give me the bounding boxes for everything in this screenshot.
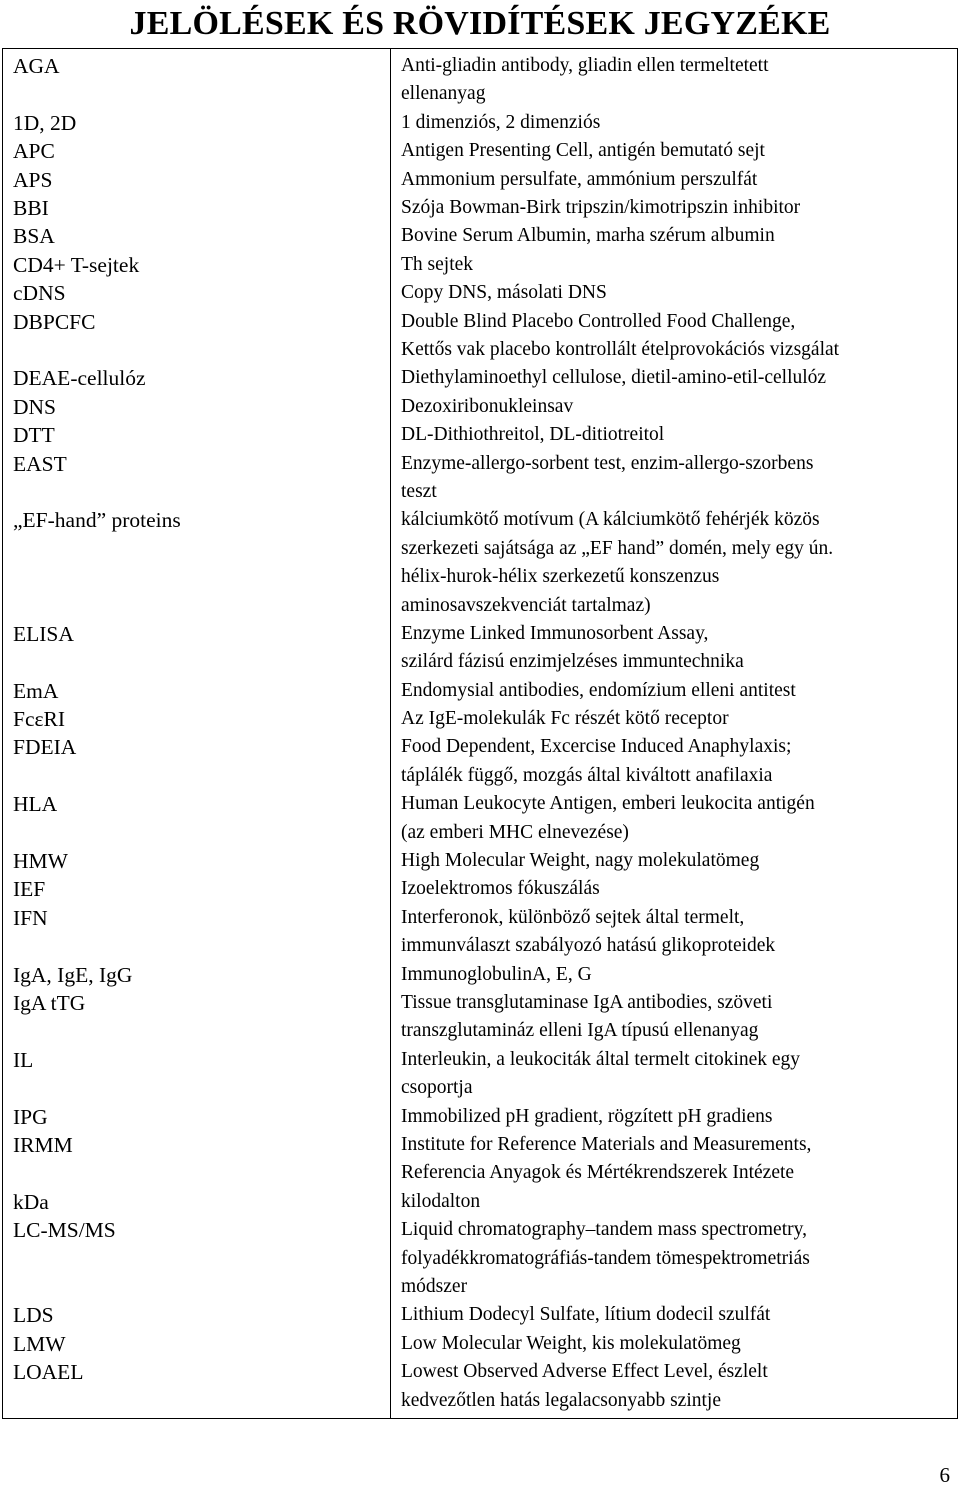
abbreviation-definition: Diethylaminoethyl cellulose, dietil-amino-etil-cellulóz bbox=[401, 367, 827, 389]
abbreviation-definition: Lowest Observed Adverse Effect Level, észlelt kedvezőtlen hatás legalacsonyabb szintje bbox=[401, 1361, 768, 1411]
abbreviation-definition: High Molecular Weight, nagy molekulatömeg bbox=[401, 850, 760, 872]
abbreviation-definition: Izoelektromos fókuszálás bbox=[401, 878, 600, 900]
abbreviation-definition: kálciumkötő motívum (A kálciumkötő fehérjék közös szerkezeti sajátsága az „EF hand” domén, mely egy ún. hélix-hurok-hélix szerkezetű konszenzus aminosavszekvenciát tartalmaz) bbox=[401, 509, 834, 616]
abbreviation-definition: Food Dependent, Excercise Induced Anaphylaxis; táplálék függő, mozgás által kiváltott anafilaxia bbox=[401, 736, 792, 786]
abbreviation-term: EmA bbox=[13, 678, 59, 703]
abbreviation-term: FcεRI bbox=[13, 707, 66, 732]
abbreviation-definition: Anti-gliadin antibody, gliadin ellen termeltetett ellenanyag bbox=[401, 55, 769, 105]
abbreviations-row bbox=[3, 49, 958, 1419]
abbreviation-term: LOAEL bbox=[13, 1360, 84, 1385]
abbreviation-definition: Antigen Presenting Cell, antigén bemutató sejt bbox=[401, 140, 765, 162]
abbreviation-term: HLA bbox=[13, 792, 58, 817]
abbreviation-term: IL bbox=[13, 1047, 34, 1072]
abbreviation-term: LC-MS/MS bbox=[13, 1218, 116, 1243]
abbreviation-definition: Enzyme-allergo-sorbent test, enzim-allergo-szorbens teszt bbox=[401, 452, 814, 502]
abbreviation-definition: Low Molecular Weight, kis molekulatömeg bbox=[401, 1332, 741, 1354]
abbreviation-definition: Th sejtek bbox=[401, 253, 474, 275]
abbreviation-definition: Liquid chromatography–tandem mass spectrometry, folyadékkromatográfiás-tandem tömespektrometriás módszer bbox=[401, 1219, 810, 1298]
abbreviation-definition: Enzyme Linked Immunosorbent Assay, szilárd fázisú enzimjelzéses immuntechnika bbox=[401, 622, 744, 673]
abbreviation-definition: Double Blind Placebo Controlled Food Challenge, Kettős vak placebo kontrollált ételprovokációs vizsgálat bbox=[401, 310, 840, 360]
abbreviation-definition: Institute for Reference Materials and Measurements, Referencia Anyagok és Mértékrendszerek Intézete bbox=[401, 1134, 812, 1184]
page-number: 6 bbox=[939, 1463, 950, 1487]
abbreviation-term: DBPCFC bbox=[13, 309, 96, 334]
abbreviation-term: LMW bbox=[13, 1331, 66, 1356]
abbreviation-definition: Bovine Serum Albumin, marha szérum albumin bbox=[401, 225, 775, 247]
abbreviation-term: APC bbox=[13, 139, 55, 164]
abbreviation-term: APS bbox=[13, 167, 53, 192]
abbreviation-term: IEF bbox=[13, 877, 46, 902]
abbreviation-term: DNS bbox=[13, 394, 57, 419]
abbreviation-term: AGA bbox=[13, 54, 60, 78]
abbreviation-term: IRMM bbox=[13, 1133, 73, 1158]
abbreviation-definition: Dezoxiribonukleinsav bbox=[401, 395, 574, 417]
abbreviation-term: CD4+ T-sejtek bbox=[13, 252, 140, 277]
abbreviation-term: IgA, IgE, IgG bbox=[13, 962, 133, 987]
abbreviation-definition: Tissue transglutaminase IgA antibodies, szöveti transzglutamináz elleni IgA típusú ellenanyag bbox=[401, 992, 773, 1042]
abbreviation-term: cDNS bbox=[13, 281, 66, 306]
abbreviation-definition: Immobilized pH gradient, rögzített pH gradiens bbox=[401, 1105, 773, 1127]
abbreviation-term: 1D, 2D bbox=[13, 110, 77, 135]
abbreviation-definition: Interleukin, a leukociták által termelt citokinek egy csoportja bbox=[401, 1048, 801, 1099]
definition-list bbox=[391, 49, 957, 1418]
abbreviation-definition: Ammonium persulfate, ammónium perszulfát bbox=[401, 168, 758, 190]
definition-column bbox=[391, 49, 958, 1419]
abbreviation-definition: Lithium Dodecyl Sulfate, lítium dodecil szulfát bbox=[401, 1304, 771, 1326]
abbreviation-definition: Interferonok, különböző sejtek által termelt, immunválaszt szabályozó hatású glikoproteidek bbox=[401, 906, 776, 957]
abbreviation-term: LDS bbox=[13, 1303, 54, 1328]
abbreviation-definition: 1 dimenziós, 2 dimenziós bbox=[401, 111, 601, 133]
page-title: JELÖLÉSEK ÉS RÖVIDÍTÉSEK JEGYZÉKE bbox=[129, 5, 831, 42]
abbreviation-definition: DL-Dithiothreitol, DL-ditiotreitol bbox=[401, 424, 665, 446]
abbreviations-table bbox=[2, 48, 958, 1419]
abbreviation-column bbox=[3, 49, 391, 1419]
abbreviation-definition: Human Leukocyte Antigen, emberi leukocita antigén (az emberi MHC elnevezése) bbox=[401, 793, 815, 843]
abbreviation-term: „EF-hand” proteins bbox=[13, 508, 181, 533]
abbreviation-term: BBI bbox=[13, 195, 49, 220]
abbreviation-term: DTT bbox=[13, 423, 55, 448]
abbreviation-definition: Szója Bowman-Birk tripszin/kimotripszin inhibitor bbox=[401, 196, 801, 218]
abbreviation-term: IFN bbox=[13, 905, 48, 930]
abbreviation-list bbox=[3, 49, 390, 1418]
abbreviation-term: IPG bbox=[13, 1104, 48, 1129]
abbreviation-term: HMW bbox=[13, 849, 68, 874]
abbreviation-definition: Copy DNS, másolati DNS bbox=[401, 282, 607, 304]
abbreviation-term: FDEIA bbox=[13, 735, 77, 760]
abbreviation-term: IgA tTG bbox=[13, 991, 86, 1016]
abbreviation-definition: Endomysial antibodies, endomízium elleni antitest bbox=[401, 679, 796, 701]
abbreviation-term: EAST bbox=[13, 451, 67, 476]
abbreviation-term: DEAE-cellulóz bbox=[13, 366, 146, 391]
abbreviation-term: BSA bbox=[13, 224, 55, 249]
abbreviation-term: ELISA bbox=[13, 621, 74, 646]
abbreviation-term: kDa bbox=[13, 1189, 49, 1214]
abbreviation-definition: ImmunoglobulinA, E, G bbox=[401, 963, 592, 985]
abbreviation-definition: kilodalton bbox=[401, 1190, 481, 1212]
abbreviation-definition: Az IgE-molekulák Fc részét kötő receptor bbox=[401, 708, 729, 730]
